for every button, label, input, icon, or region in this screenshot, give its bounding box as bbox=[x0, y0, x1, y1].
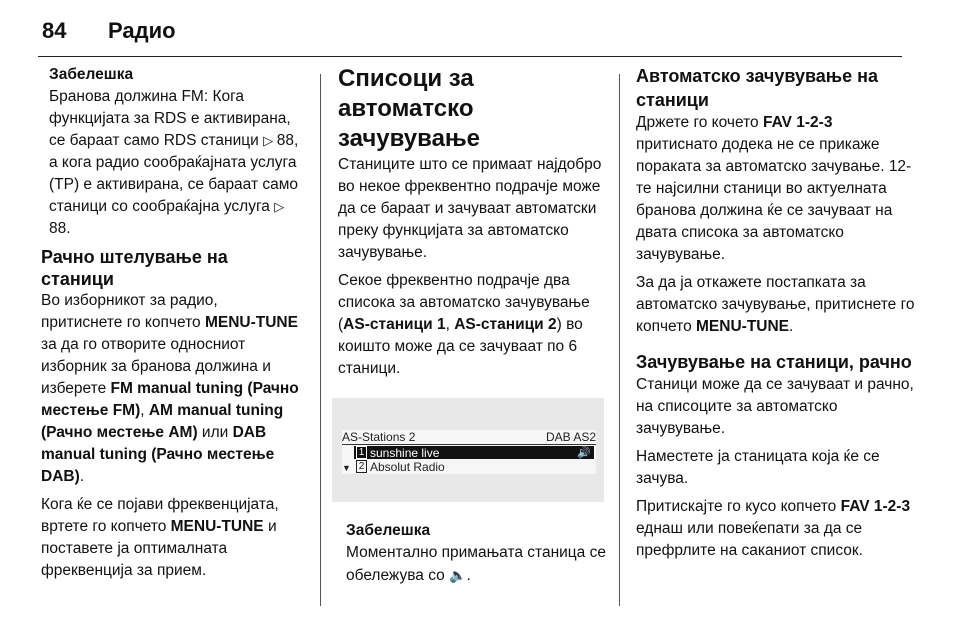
scroll-down-arrow-icon: ▼ bbox=[342, 463, 351, 473]
preset-number: 2 bbox=[356, 460, 367, 473]
station-list-item[interactable] bbox=[354, 460, 594, 473]
column-divider bbox=[320, 74, 321, 606]
page-ref-arrow-icon: ▷ bbox=[274, 199, 285, 214]
paragraph: Притискајте го кусо копчето FAV 1-2-3 еднаш или повеќепати за да се префрлите на саканиот список. bbox=[636, 498, 911, 559]
section-heading-autostore-lists: Списоци за автоматско зачувување bbox=[338, 65, 481, 152]
note-text: Бранова должина FM: Кога функцијата за RDS е активирана, се бараат само RDS станици ▷ 88, а кога радио сообраќајната услуга (TP) е активирана, се бараат само станици со сообраќајна услуга ▷ 88. bbox=[49, 88, 299, 237]
note-label: Забелешка bbox=[346, 522, 431, 539]
note-text: Моментално примањата станица се обележува со 🔈. bbox=[346, 544, 606, 584]
radio-display-screenshot bbox=[332, 398, 604, 502]
station-list-item[interactable] bbox=[354, 446, 594, 459]
column-left bbox=[41, 64, 303, 588]
page-ref-arrow-icon: ▷ bbox=[263, 133, 277, 148]
speaker-icon: 🔈 bbox=[449, 567, 467, 583]
section-heading-manual-store: Зачувување на станици, рачно bbox=[636, 352, 912, 372]
station-name: sunshine live bbox=[370, 446, 440, 460]
note-block bbox=[338, 520, 610, 587]
column-right bbox=[636, 64, 918, 568]
page-ref[interactable]: 88 bbox=[49, 220, 67, 237]
preset-number: 1 bbox=[356, 446, 367, 459]
paragraph: Држете го кочето FAV 1-2-3 притиснато додека не се прикаже пораката за автоматско зачување. 12-те најсилни станици во актуелната бранова должина ќе се зачуваат на двата списока за автоматско зачувување. bbox=[636, 114, 912, 263]
paragraph: Секое фреквентно подрачје два списока за автоматско зачувување (AS-станици 1, AS-станици 2) во коишто може да се зачуваат по 6 станици. bbox=[338, 272, 590, 377]
radio-display bbox=[342, 430, 596, 474]
note-label: Забелешка bbox=[49, 66, 134, 83]
station-name: Absolut Radio bbox=[370, 460, 445, 474]
page-number: 84 bbox=[42, 18, 67, 43]
paragraph: Станици може да се зачуваат и рачно, на списоците за автоматско зачувување. bbox=[636, 376, 914, 437]
paragraph: Во изборникот за радио, притиснете го копчето MENU-TUNE за да го отворите односниот изборник за бранова должина и изберете FM manual tuning (Рачно местење FM), AM manual tuning (Рачно местење AM) или DAB manual tuning (Рачно местење DAB). bbox=[41, 292, 299, 485]
header-rule bbox=[38, 56, 902, 57]
paragraph: За да ја откажете постапката за автоматско зачувување, притиснете го копчето MENU-TUNE. bbox=[636, 274, 915, 335]
speaker-icon: 🔊 bbox=[577, 447, 591, 459]
display-rule bbox=[342, 444, 596, 445]
column-divider bbox=[619, 74, 620, 606]
paragraph: Станиците што се примаат најдобро во некое фреквентно подрачје може да се бараат и зачуваат автоматски преку функцијата за автоматско зачувување. bbox=[338, 156, 602, 261]
paragraph: Кога ќе се појави фреквенцијата, вртете го копчето MENU-TUNE и поставете ја оптималната фреквенција за прием. bbox=[41, 496, 279, 579]
paragraph: Наместете ја станицата која ќе се зачува. bbox=[636, 448, 880, 487]
page-header bbox=[38, 0, 902, 58]
section-heading-manual-tuning: Рачно штелување на станици bbox=[41, 247, 228, 289]
note-block bbox=[41, 64, 303, 240]
page-title: Радио bbox=[108, 18, 176, 43]
section-heading-autostore: Автоматско зачувување на станици bbox=[636, 66, 879, 110]
column-middle bbox=[338, 64, 610, 593]
display-list-title: AS-Stations 2 bbox=[342, 430, 416, 444]
page-ref[interactable]: 88 bbox=[276, 132, 294, 149]
display-band-label: DAB AS2 bbox=[545, 430, 596, 444]
